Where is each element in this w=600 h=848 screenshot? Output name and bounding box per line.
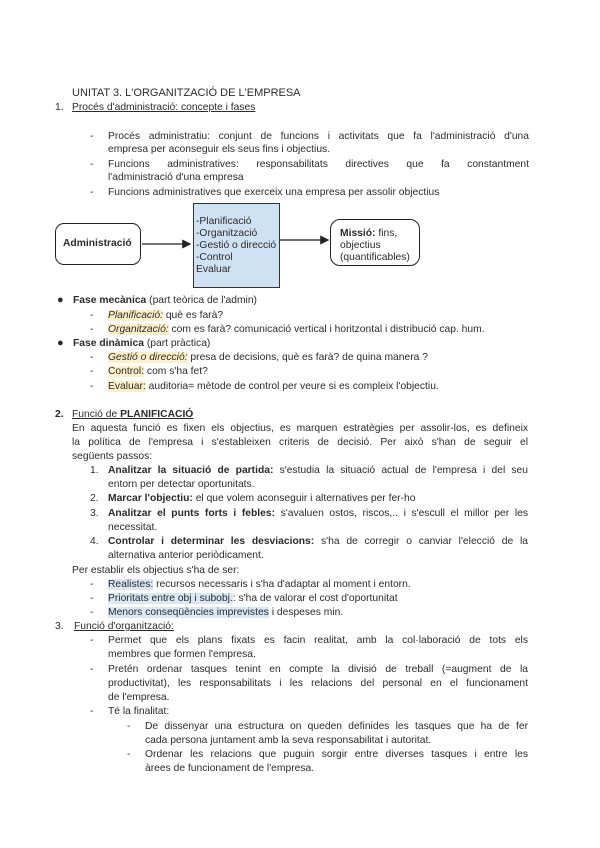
item-text: presa de decisions, què es farà? de quina manera ? — [187, 352, 428, 363]
fase-dinamica-label: Fase dinàmica — [73, 338, 144, 349]
s3-item-1-line-1: Permet que els plans fixats es facin realitat, amb la col·laboració de tots els — [108, 635, 528, 646]
diagram-arrows — [0, 0, 600, 300]
item-text: què es farà? — [162, 310, 224, 321]
dash-marker: - — [90, 324, 94, 335]
page-title: UNITAT 3. L'ORGANITZACIÓ DE L'EMPRESA — [72, 87, 301, 99]
fase-mecanica-item-2 — [108, 323, 485, 336]
function-planificacio: -Planificació — [196, 216, 252, 227]
step-text: s'estudia la situació actual de l'empresa i del seu — [273, 465, 529, 476]
step-label: Controlar i determinar les desviacions: — [108, 536, 315, 547]
item-text: i despeses min. — [268, 607, 344, 618]
step-text: el que volem aconseguir i alternatives per fer-ho — [192, 493, 416, 504]
item-text: com s'ha fet? — [144, 366, 208, 377]
s3-item-3-line-1: Té la finalitat: — [108, 706, 170, 717]
s2-para-line-2: la política de l'empresa i s'estableixen criteris de decisió. Per això s'han de seguir el — [72, 437, 528, 448]
section-3-heading: Funció d'organització: — [74, 621, 174, 632]
s1-item-1-line-2: empresa per aconseguir els seus fins i objectius. — [108, 144, 331, 155]
s1-item-2-line-2: l'administració d'una empresa — [108, 172, 244, 183]
step-3-line-2: necessitat. — [108, 522, 158, 533]
function-control: -Control — [196, 252, 233, 263]
dash-marker: - — [90, 706, 94, 717]
heading-pre: Funció de — [72, 409, 121, 420]
bullet-dot: ● — [57, 294, 64, 306]
fase-dinamica-item-2 — [108, 365, 208, 378]
criterion-1 — [108, 578, 411, 591]
dash-marker: - — [127, 721, 131, 732]
dash-marker: - — [90, 579, 94, 590]
highlight: Realistes: — [108, 579, 154, 590]
s1-item-3-line-1: Funcions administratives que exerceix una empresa per assolir objectius — [108, 187, 440, 198]
fase-dinamica-item-1 — [108, 351, 428, 364]
s3-sub-2-line-2: àrees de funcionament de l'empresa. — [145, 763, 315, 774]
highlight: Organització: — [108, 324, 169, 335]
item-text: auditoria= mètode de control per veure si es compleix l'objectiu. — [145, 381, 439, 392]
fase-dinamica-desc: (part pràctica) — [143, 338, 211, 349]
criterion-3 — [108, 606, 343, 619]
dash-marker: - — [90, 310, 94, 321]
highlight: Evaluar: — [108, 381, 146, 392]
criterion-2 — [108, 592, 398, 605]
administracio-label: Administració — [63, 238, 132, 249]
s3-item-2-line-2: productivitat), les responsabilitats i les relacions del personal en el funcionament — [108, 678, 528, 689]
step-number: 2. — [90, 493, 99, 504]
step-text: s'ha de corregir o canviar l'elecció de la — [314, 536, 528, 547]
fase-mecanica — [73, 294, 257, 307]
step-4-line-2: alternativa anterior periòdicament. — [108, 550, 264, 561]
highlight: Prioritats entre obj i subobj. — [108, 593, 233, 604]
section-3-number: 3. — [55, 621, 64, 632]
s2-para-line-1: En aquesta funció es fixen els objectius, es marquen estratègies per assolir-los, es defineix — [72, 423, 528, 434]
fase-mecanica-item-1 — [108, 309, 223, 322]
dash-marker: - — [90, 593, 94, 604]
bullet-dot: ● — [57, 337, 64, 349]
dash-marker: - — [90, 664, 94, 675]
dash-marker: - — [90, 381, 94, 392]
step-text: s'avaluen ostos, riscos,.. i s'escull el millor per les — [275, 508, 528, 519]
function-organitzacio: -Organització — [196, 228, 258, 239]
item-text: : s'ha de valorar el cost d'oportunitat — [232, 593, 398, 604]
dash-marker: - — [90, 187, 94, 198]
s3-item-1-line-2: membres que formen l'empresa. — [108, 649, 256, 660]
section-1-number: 1. — [55, 102, 64, 113]
s3-sub-2-line-1: Ordenar les relacions que puguin sorgir entre diverses tasques i entre les — [145, 749, 528, 760]
dash-marker: - — [127, 749, 131, 760]
item-text: com es farà? comunicació vertical i horitzontal i distribució cap. hum. — [168, 324, 485, 335]
mission-fins: fins, — [375, 228, 398, 239]
dash-marker: - — [90, 366, 94, 377]
step-3-line-1 — [108, 507, 528, 520]
dash-marker: - — [90, 607, 94, 618]
step-1-line-2: entorn per detectar oportunitats. — [108, 479, 255, 490]
step-1-line-1 — [108, 464, 528, 477]
dash-marker: - — [90, 352, 94, 363]
dash-marker: - — [90, 131, 94, 142]
s3-item-2-line-1: Pretén ordenar tasques tenint en compte la divisió de treball (=augment de la — [108, 664, 528, 675]
s1-item-1-line-1: Procés administratiu: conjunt de funcions i activitats que fa l'administració d'una — [108, 131, 529, 142]
mission-label: Missió: — [340, 228, 376, 239]
section-1-heading: Procés d'administració: concepte i fases — [72, 102, 256, 113]
s2-para-line-3: següents passos: — [72, 451, 153, 462]
s3-sub-1-line-1: De dissenyar una estructura on queden definides les tasques que ha de fer — [145, 721, 528, 732]
mission-line-2: objectius — [340, 240, 381, 251]
dash-marker: - — [90, 159, 94, 170]
step-4-line-1 — [108, 535, 528, 548]
section-2-heading — [72, 408, 193, 421]
function-evaluar: Evaluar — [196, 264, 231, 275]
step-2-line-1 — [108, 492, 416, 505]
step-number: 3. — [90, 508, 99, 519]
fase-dinamica — [73, 337, 210, 350]
step-number: 4. — [90, 536, 99, 547]
section-2-number: 2. — [55, 409, 64, 420]
highlight: Planificació: — [108, 310, 163, 321]
mission-line-3: (quantificables) — [340, 252, 410, 263]
per-establir: Per establir els objectius s'ha de ser: — [72, 565, 240, 576]
step-number: 1. — [90, 465, 99, 476]
step-label: Analitzar la situació de partida: — [108, 465, 274, 476]
dash-marker: - — [90, 635, 94, 646]
step-label: Marcar l'objectiu: — [108, 493, 193, 504]
item-text: recursos necessaris i s'ha d'adaptar al moment i entorn. — [153, 579, 411, 590]
heading-bold: PLANIFICACIÓ — [120, 409, 194, 420]
fase-mecanica-label: Fase mecànica — [73, 295, 147, 306]
highlight: Menors conseqüències imprevistes — [108, 607, 269, 618]
highlight: Gestió o direcció: — [108, 352, 188, 363]
s3-sub-1-line-2: cada persona juntament amb la seva responsabilitat i autoritat. — [145, 735, 432, 746]
fase-mecanica-desc: (part teòrica de l'admin) — [146, 295, 257, 306]
fase-dinamica-item-3 — [108, 380, 439, 393]
highlight: Control: — [108, 366, 145, 377]
s3-item-2-line-3: de l'empresa. — [108, 692, 170, 703]
s1-item-2-line-1: Funcions administratives: responsabilitats directives que fa constantment — [108, 159, 529, 170]
step-label: Analitzar el punts forts i febles: — [108, 508, 276, 519]
function-gestio: -Gestió o direcció — [196, 240, 277, 251]
